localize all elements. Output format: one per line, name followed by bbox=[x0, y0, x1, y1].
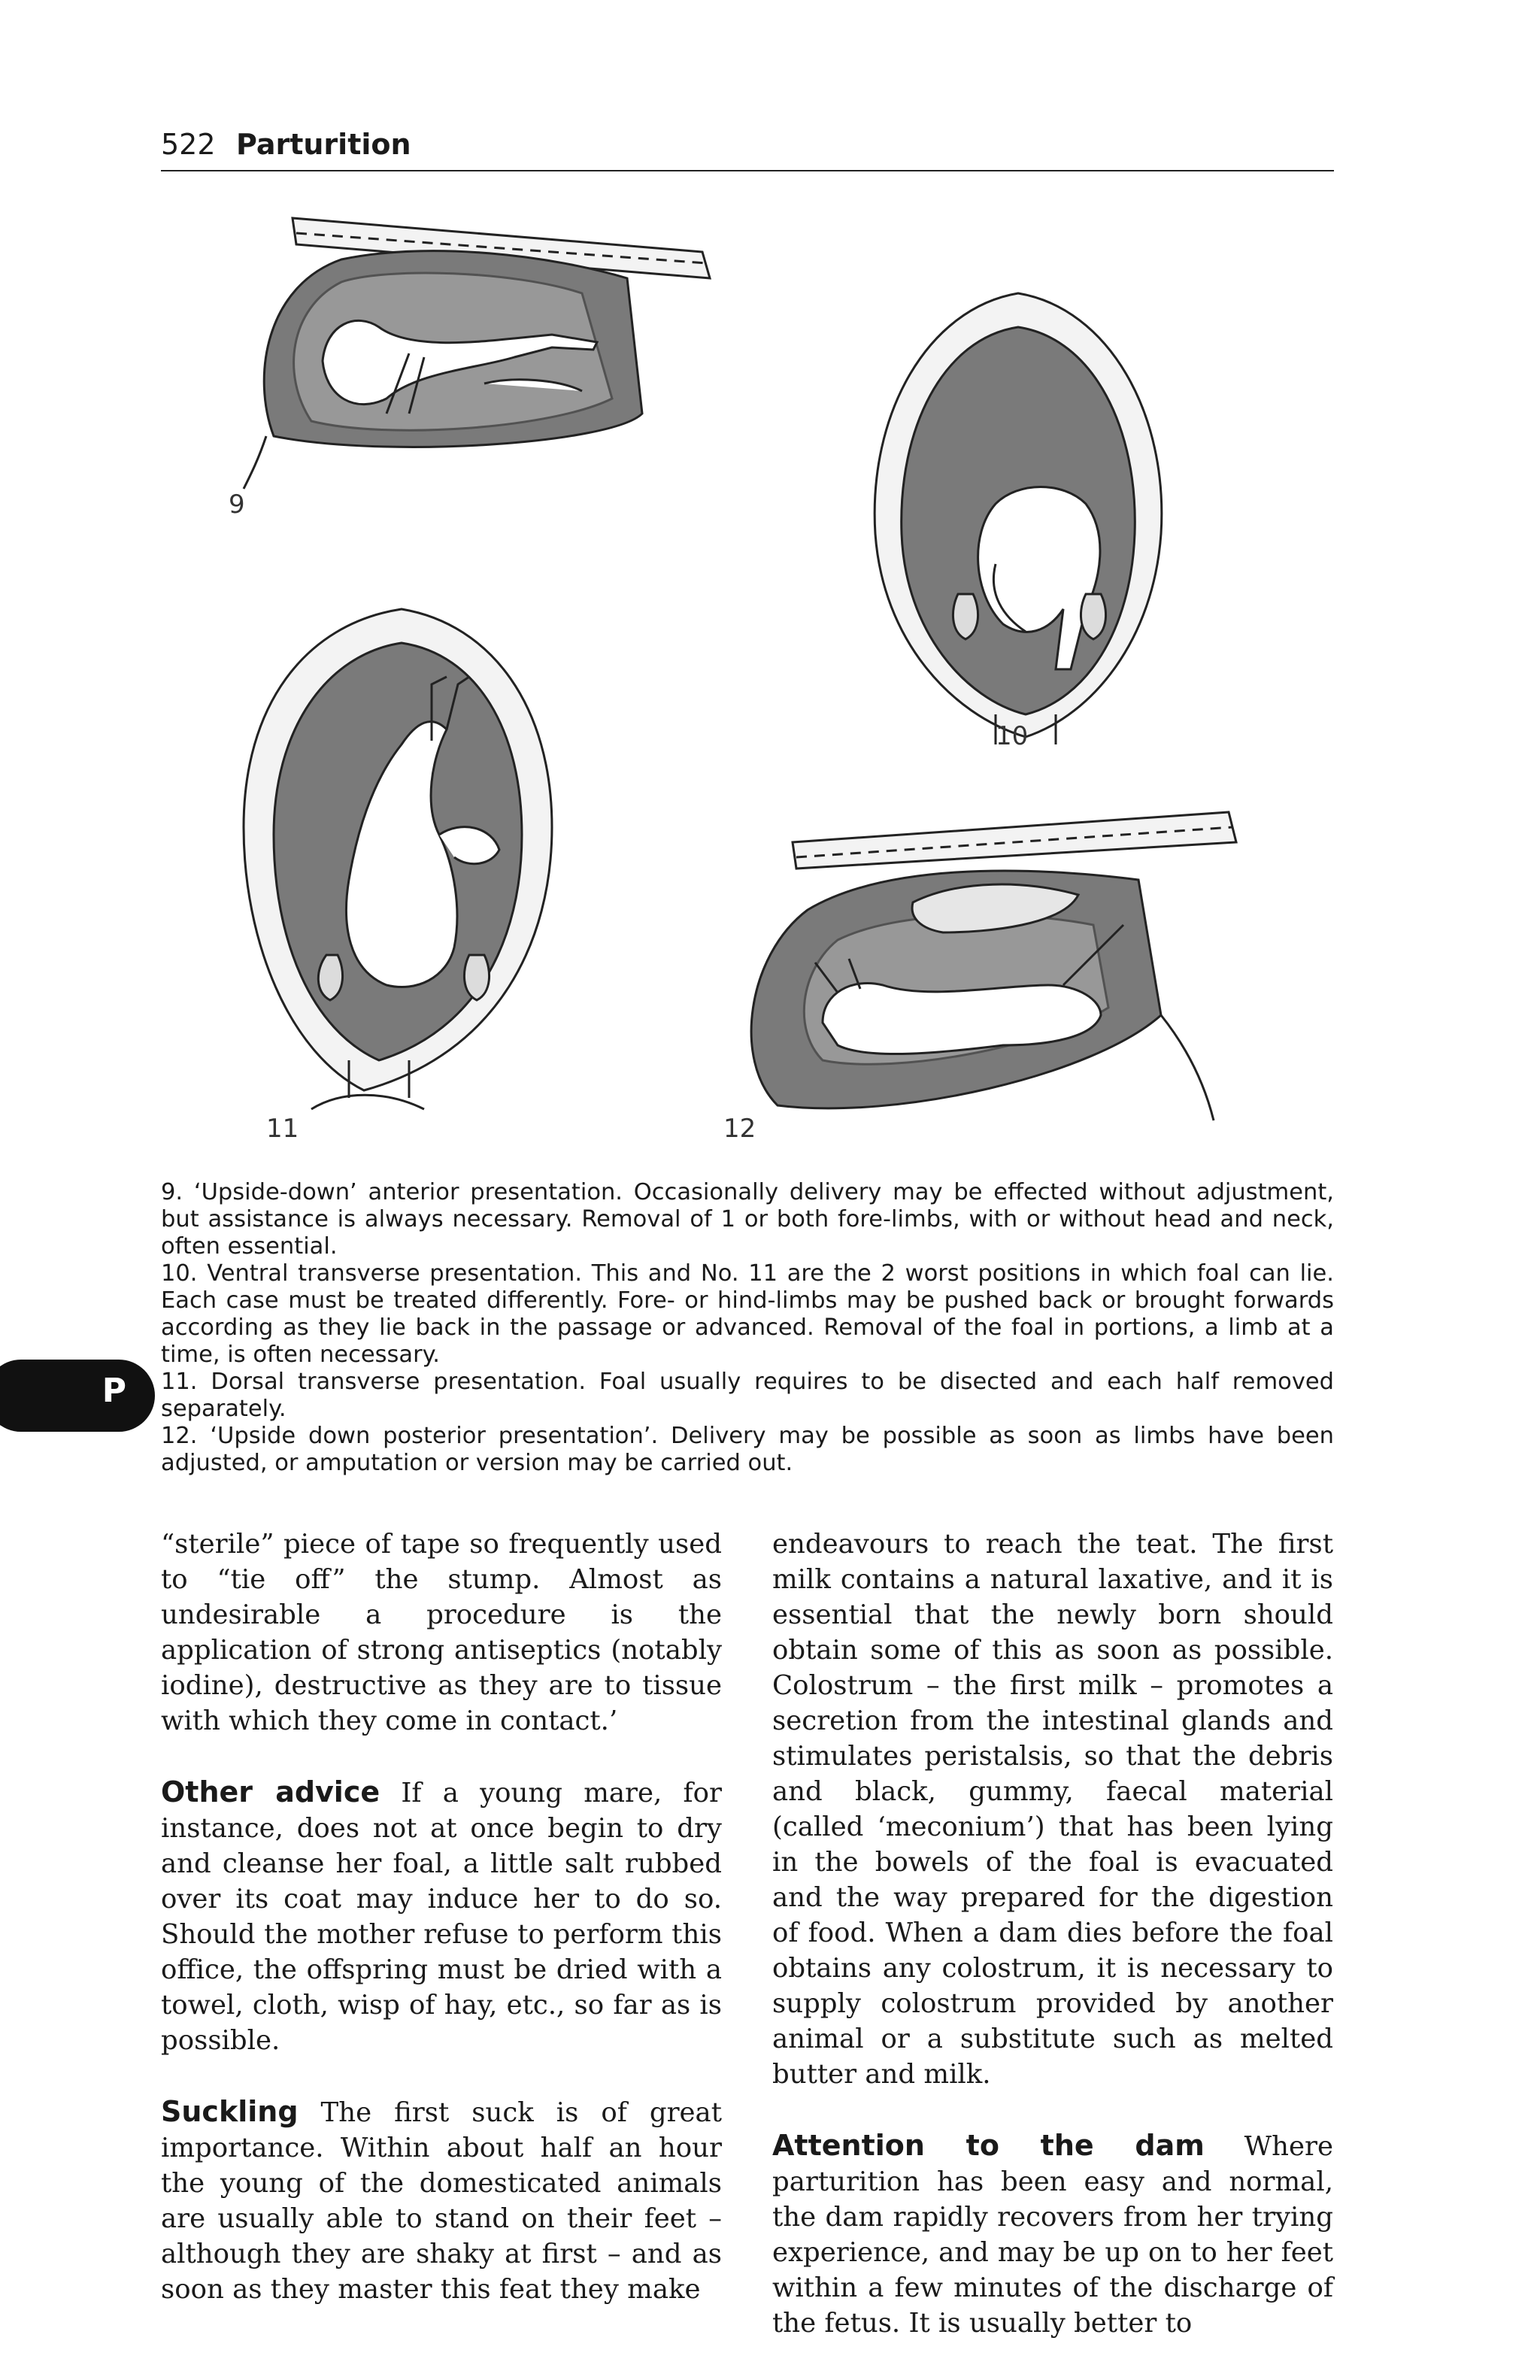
attention-to-dam-text: Where parturition has been easy and normal, the dam rapidly recovers from her trying experience, and may be up on to her feet within a few minutes of the discharge of the fetus. It is usually better to bbox=[772, 2131, 1333, 2339]
section-thumb-tab bbox=[0, 1360, 155, 1432]
thumb-tab-letter: P bbox=[102, 1372, 126, 1410]
figure-label-10: 10 bbox=[996, 721, 1029, 751]
right-text-column bbox=[772, 1527, 1333, 2341]
figure-illustration bbox=[161, 188, 1334, 1166]
figure-label-11: 11 bbox=[266, 1114, 299, 1144]
right-paragraph-attention bbox=[772, 2128, 1333, 2341]
left-paragraph-other-advice bbox=[161, 1775, 722, 2058]
diagram-10 bbox=[875, 293, 1162, 744]
caption-item-10: 10. Ventral transverse presentation. This and No. 11 are the 2 worst positions in which foal can lie. Each case must be treated differently. Fore- or hind-limbs may be pushed back or brought forwards according as they lie back in the passage or advanced. Removal of the foal in portions, a limb at a time, is often necessary. bbox=[161, 1260, 1334, 1368]
caption-item-12: 12. ‘Upside down posterior presentation’. Delivery may be possible as soon as limbs have been adjusted, or amputation or version may be carried out. bbox=[161, 1423, 1334, 1476]
heading-other-advice: Other advice bbox=[161, 1775, 380, 1808]
heading-attention-to-dam: Attention to the dam bbox=[772, 2129, 1205, 2162]
running-header bbox=[161, 123, 1334, 171]
right-paragraph-1: endeavours to reach the teat. The first milk contains a natural laxative, and it is essential that the newly born should obtain some of this as soon as possible. Colostrum – the first milk – promotes a secretion from the intestinal glands and stimulates peristalsis, so that the debris and black, gummy, faecal material (called ‘meconium’) that has been lying in the bowels of the foal is evacuated and the way prepared for the digestion of food. When a dam dies before the foal obtains any colostrum, it is necessary to supply colostrum provided by another animal or a substitute such as melted butter and milk. bbox=[772, 1529, 1333, 2090]
diagram-11 bbox=[244, 609, 552, 1109]
suckling-text: The first suck is of great importance. Within about half an hour the young of the domesticated animals are usually able to stand on their feet – although they are shaky at first – and as soon as they master this feat they make bbox=[161, 2097, 722, 2305]
left-paragraph-1: “sterile” piece of tape so frequently used to “tie off” the stump. Almost as undesirable a procedure is the application of strong antiseptics (notably iodine), destructive as they are to tissue with which they come in contact.’ bbox=[161, 1529, 722, 1736]
caption-item-9: 9. ‘Upside-down’ anterior presentation. Occasionally delivery may be effected without adjustment, but assistance is always necessary. Removal of 1 or both fore-limbs, with or without head and neck, often essential. bbox=[161, 1179, 1334, 1260]
diagram-12 bbox=[751, 812, 1236, 1120]
foal-presentation-figure bbox=[161, 188, 1334, 1166]
figure-caption bbox=[161, 1179, 1334, 1477]
other-advice-text: If a young mare, for instance, does not at once begin to dry and cleanse her foal, a little salt rubbed over its coat may induce her to do so. Should the mother refuse to perform this office, the offspring must be dried with a towel, cloth, wisp of hay, etc., so far as is possible. bbox=[161, 1778, 723, 2056]
heading-suckling: Suckling bbox=[161, 2095, 299, 2128]
left-text-column bbox=[161, 1527, 722, 2307]
running-title: Parturition bbox=[236, 128, 411, 161]
figure-label-12: 12 bbox=[723, 1114, 756, 1144]
diagram-9 bbox=[244, 218, 710, 489]
caption-item-11: 11. Dorsal transverse presentation. Foal usually requires to be disected and each half removed separately. bbox=[161, 1369, 1334, 1422]
page-number: 522 bbox=[161, 128, 216, 161]
figure-label-9: 9 bbox=[229, 490, 245, 520]
left-paragraph-suckling bbox=[161, 2094, 722, 2307]
